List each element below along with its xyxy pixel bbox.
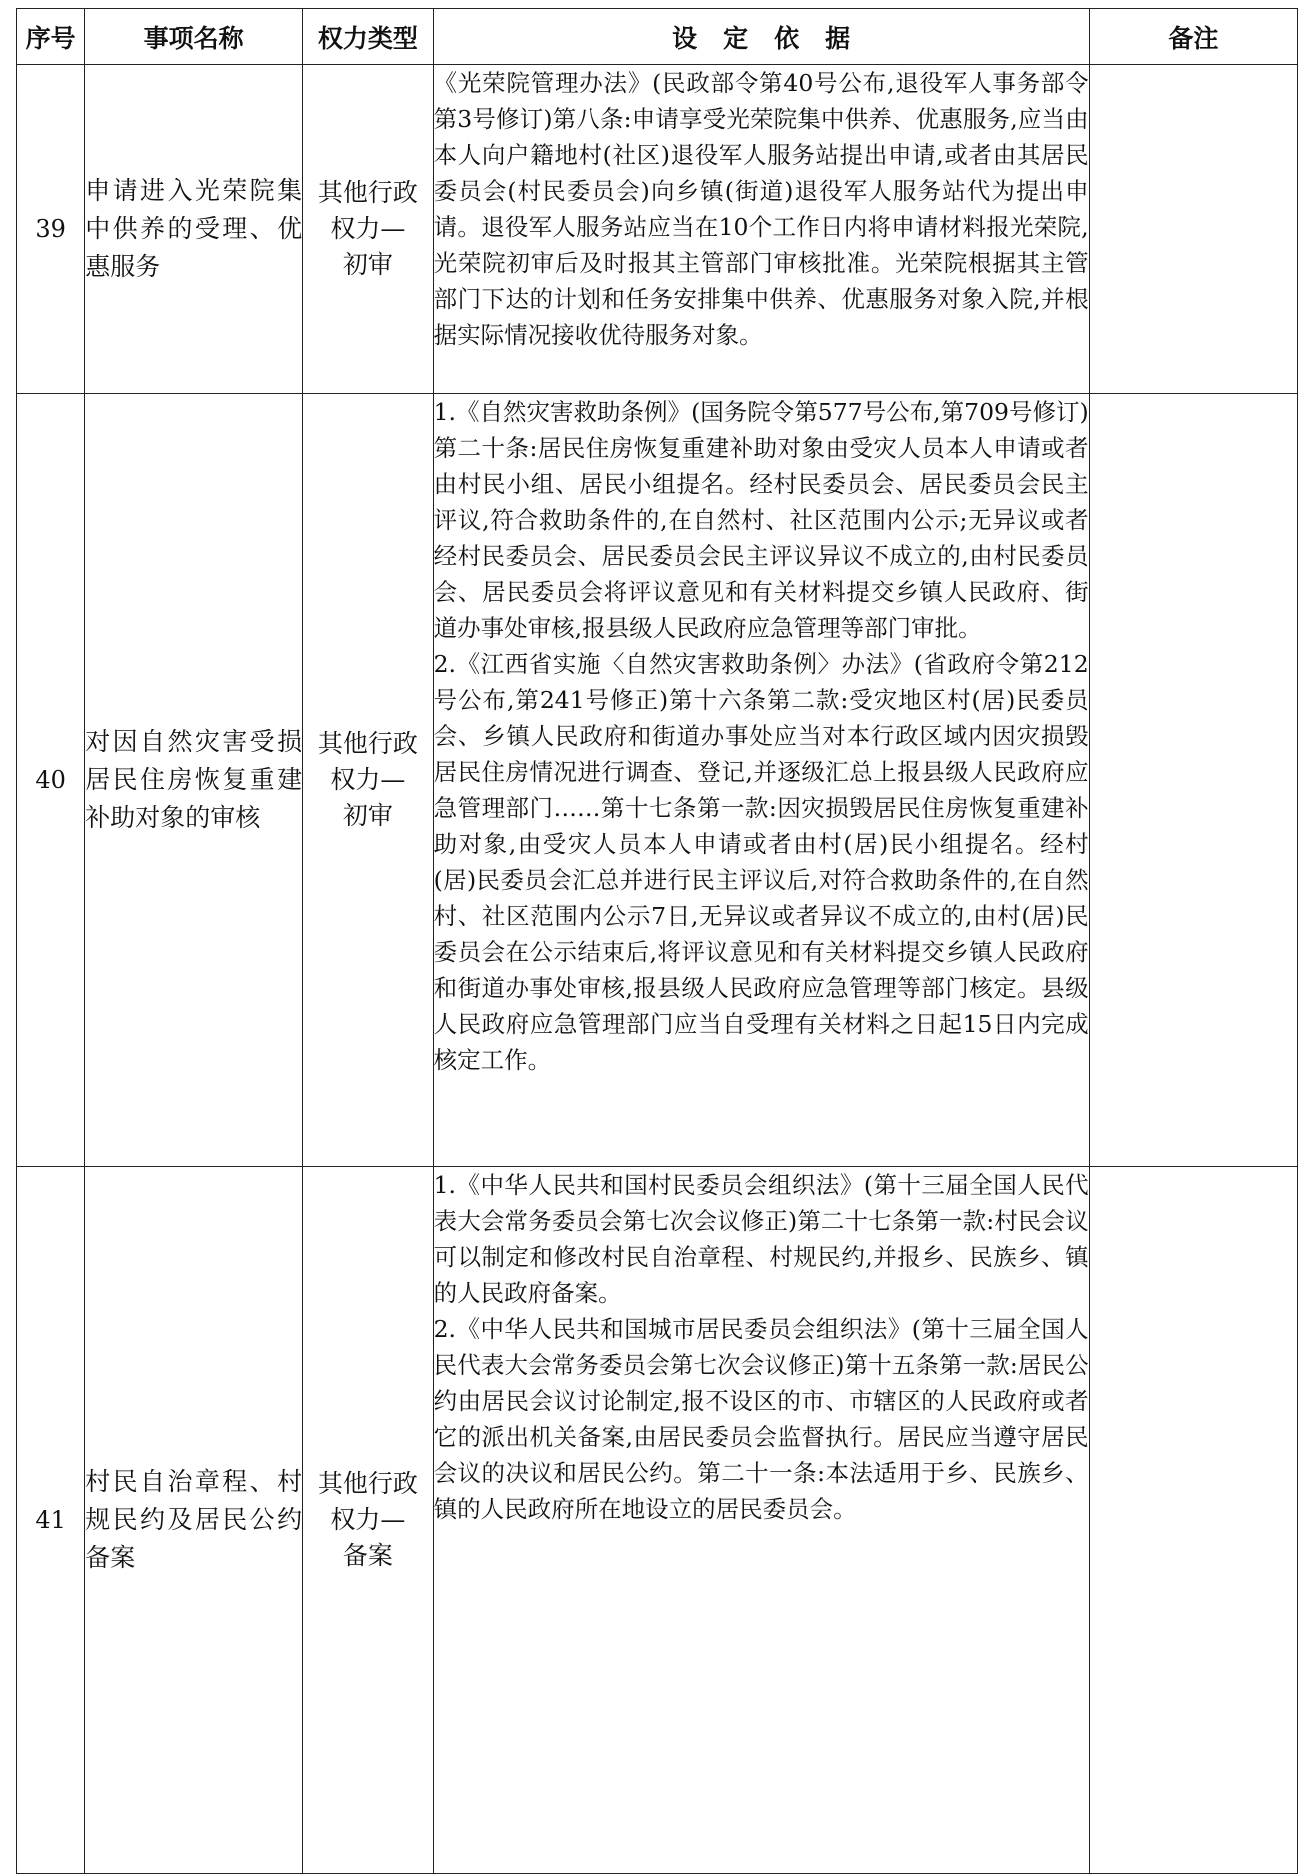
remark-cell [1089, 65, 1297, 394]
table-row [17, 394, 1298, 1167]
authority-type [303, 394, 433, 1167]
header-remark: 备注 [1089, 9, 1297, 65]
authority-type-line: 权力— [330, 1505, 406, 1534]
table-row [17, 1167, 1298, 1874]
item-name: 对因自然灾害受损居民住房恢复重建补助对象的审核 [85, 394, 303, 1167]
header-type: 权力类型 [303, 9, 433, 65]
authority-type [303, 1167, 433, 1874]
authority-type-line: 备案 [342, 1541, 393, 1570]
basis-paragraph: 1.《自然灾害救助条例》(国务院令第577号公布,第709号修订)第二十条:居民住房恢复重建补助对象由受灾人员本人申请或者由村民小组、居民小组提名。经村民委员会、居民委员会民主评议,符合救助条件的,在自然村、社区范围内公示;无异议或者经村民委员会、居民委员会民主评议异议不成立的,由村民委员会、居民委员会将评议意见和有关材料提交乡镇人民政府、街道办事处审核,报县级人民政府应急管理等部门审批。 [433, 398, 1089, 642]
table-header-row [17, 9, 1298, 65]
authority-type-line: 其他行政 [317, 1469, 418, 1498]
authority-type-line: 其他行政 [317, 178, 418, 207]
authority-type-line: 权力— [330, 214, 406, 243]
basis-paragraph: 1.《中华人民共和国村民委员会组织法》(第十三届全国人民代表大会常务委员会第七次会议修正)第二十七条第一款:村民会议可以制定和修改村民自治章程、村规民约,并报乡、民族乡、镇的人民政府备案。 [433, 1171, 1089, 1307]
basis-paragraph: 2.《江西省实施〈自然灾害救助条例〉办法》(省政府令第212号公布,第241号修正)第十六条第二款:受灾地区村(居)民委员会、乡镇人民政府和街道办事处应当对本行政区域内因灾损毁居民住房情况进行调查、登记,并逐级汇总上报县级人民政府应急管理部门……第十七条第一款:因灾损毁居民住房恢复重建补助对象,由受灾人员本人申请或者由村(居)民小组提名。经村(居)民委员会汇总并进行民主评议后,对符合救助条件的,在自然村、社区范围内公示7日,无异议或者异议不成立的,由村(居)民委员会在公示结束后,将评议意见和有关材料提交乡镇人民政府和街道办事处审核,报县级人民政府应急管理等部门核定。县级人民政府应急管理部门应当自受理有关材料之日起15日内完成核定工作。 [433, 650, 1089, 1074]
basis-paragraph: 2.《中华人民共和国城市居民委员会组织法》(第十三届全国人民代表大会常务委员会第七次会议修正)第十五条第一款:居民公约由居民会议讨论制定,报不设区的市、市辖区的人民政府或者它的派出机关备案,由居民委员会监督执行。居民应当遵守居民会议的决议和居民公约。第二十一条:本法适用于乡、民族乡、镇的人民政府所在地设立的居民委员会。 [433, 1315, 1089, 1523]
header-num: 序号 [17, 9, 85, 65]
legal-basis [433, 65, 1089, 394]
authority-type [303, 65, 433, 394]
header-name: 事项名称 [85, 9, 303, 65]
item-name: 申请进入光荣院集中供养的受理、优惠服务 [85, 65, 303, 394]
remark-cell [1089, 394, 1297, 1167]
remark-cell [1089, 1167, 1297, 1874]
row-number: 40 [17, 394, 85, 1167]
authority-type-line: 其他行政 [317, 729, 418, 758]
header-basis: 设定依据 [433, 9, 1089, 65]
row-number: 39 [17, 65, 85, 394]
table-row [17, 65, 1298, 394]
basis-paragraph: 《光荣院管理办法》(民政部令第40号公布,退役军人事务部令第3号修订)第八条:申请享受光荣院集中供养、优惠服务,应当由本人向户籍地村(社区)退役军人服务站提出申请,或者由其居民委员会(村民委员会)向乡镇(街道)退役军人服务站代为提出申请。退役军人服务站应当在10个工作日内将申请材料报光荣院,光荣院初审后及时报其主管部门审核批准。光荣院根据其主管部门下达的计划和任务安排集中供养、优惠服务对象入院,并根据实际情况接收优待服务对象。 [433, 69, 1089, 349]
row-number: 41 [17, 1167, 85, 1874]
authority-list-table [16, 8, 1298, 1874]
authority-type-line: 权力— [330, 765, 406, 794]
item-name: 村民自治章程、村规民约及居民公约备案 [85, 1167, 303, 1874]
legal-basis [433, 394, 1089, 1167]
authority-type-line: 初审 [342, 801, 393, 830]
legal-basis [433, 1167, 1089, 1874]
authority-type-line: 初审 [342, 250, 393, 279]
